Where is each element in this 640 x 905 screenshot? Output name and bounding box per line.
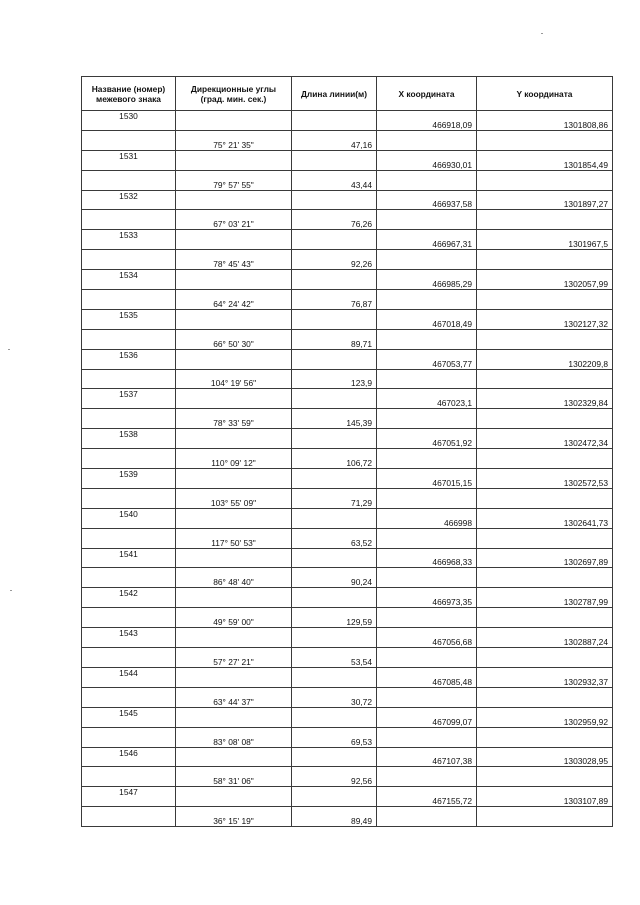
marker-name-cell: 1534 — [82, 270, 176, 290]
direction-angle-cell: 117° 50' 53" — [176, 528, 292, 548]
empty-cell — [377, 329, 477, 349]
line-length-cell: 63,52 — [292, 528, 377, 548]
x-coordinate-cell: 467085,48 — [377, 667, 477, 687]
empty-cell — [292, 389, 377, 409]
table-row — [82, 230, 613, 250]
line-length-cell: 123,9 — [292, 369, 377, 389]
empty-cell — [377, 170, 477, 190]
direction-angle-cell: 58° 31' 06" — [176, 767, 292, 787]
table-row — [82, 747, 613, 767]
empty-cell — [377, 568, 477, 588]
line-length-cell: 92,56 — [292, 767, 377, 787]
empty-cell — [82, 250, 176, 270]
direction-angle-cell: 57° 27' 21" — [176, 648, 292, 668]
table-row — [82, 210, 613, 230]
marker-name-cell: 1543 — [82, 628, 176, 648]
table-row — [82, 588, 613, 608]
empty-cell — [292, 309, 377, 329]
line-length-cell: 89,49 — [292, 807, 377, 827]
empty-cell — [292, 111, 377, 131]
y-coordinate-cell: 1303107,89 — [477, 787, 613, 807]
x-coordinate-cell: 467056,68 — [377, 628, 477, 648]
table-row — [82, 250, 613, 270]
empty-cell — [176, 270, 292, 290]
empty-cell — [292, 150, 377, 170]
direction-angle-cell: 110° 09' 12" — [176, 449, 292, 469]
empty-cell — [477, 130, 613, 150]
line-length-cell: 89,71 — [292, 329, 377, 349]
direction-angle-cell: 78° 45' 43" — [176, 250, 292, 270]
empty-cell — [377, 250, 477, 270]
marker-name-cell: 1537 — [82, 389, 176, 409]
empty-cell — [176, 548, 292, 568]
y-coordinate-cell: 1302209,8 — [477, 349, 613, 369]
y-coordinate-cell: 1302959,92 — [477, 707, 613, 727]
table-row — [82, 488, 613, 508]
direction-angle-cell: 103° 55' 09" — [176, 488, 292, 508]
empty-cell — [292, 628, 377, 648]
line-length-cell: 92,26 — [292, 250, 377, 270]
empty-cell — [477, 807, 613, 827]
direction-angle-cell: 66° 50' 30" — [176, 329, 292, 349]
empty-cell — [377, 369, 477, 389]
empty-cell — [82, 130, 176, 150]
header-x-coordinate: X координата — [377, 77, 477, 111]
empty-cell — [82, 210, 176, 230]
empty-cell — [377, 130, 477, 150]
empty-cell — [82, 608, 176, 628]
empty-cell — [292, 548, 377, 568]
table-row — [82, 369, 613, 389]
empty-cell — [176, 667, 292, 687]
empty-cell — [477, 687, 613, 707]
table-row — [82, 707, 613, 727]
direction-angle-cell: 104° 19' 56" — [176, 369, 292, 389]
table-row — [82, 409, 613, 429]
empty-cell — [477, 488, 613, 508]
line-length-cell: 71,29 — [292, 488, 377, 508]
direction-angle-cell: 49° 59' 00" — [176, 608, 292, 628]
y-coordinate-cell: 1301854,49 — [477, 150, 613, 170]
x-coordinate-cell: 467155,72 — [377, 787, 477, 807]
empty-cell — [292, 667, 377, 687]
y-coordinate-cell: 1302127,32 — [477, 309, 613, 329]
y-coordinate-cell: 1301897,27 — [477, 190, 613, 210]
line-length-cell: 90,24 — [292, 568, 377, 588]
marker-name-cell: 1540 — [82, 508, 176, 528]
x-coordinate-cell: 467023,1 — [377, 389, 477, 409]
empty-cell — [176, 230, 292, 250]
empty-cell — [377, 210, 477, 230]
line-length-cell: 76,87 — [292, 290, 377, 310]
empty-cell — [176, 508, 292, 528]
empty-cell — [82, 329, 176, 349]
empty-cell — [477, 369, 613, 389]
x-coordinate-cell: 466998 — [377, 508, 477, 528]
line-length-cell: 145,39 — [292, 409, 377, 429]
empty-cell — [82, 648, 176, 668]
line-length-cell: 106,72 — [292, 449, 377, 469]
marker-name-cell: 1541 — [82, 548, 176, 568]
x-coordinate-cell: 467015,15 — [377, 469, 477, 489]
line-length-cell: 47,16 — [292, 130, 377, 150]
table-row — [82, 687, 613, 707]
marker-name-cell: 1546 — [82, 747, 176, 767]
table-row — [82, 787, 613, 807]
empty-cell — [176, 707, 292, 727]
table-row — [82, 349, 613, 369]
marker-name-cell: 1535 — [82, 309, 176, 329]
table-row — [82, 608, 613, 628]
direction-angle-cell: 75° 21' 35" — [176, 130, 292, 150]
empty-cell — [292, 588, 377, 608]
empty-cell — [292, 190, 377, 210]
marker-name-cell: 1538 — [82, 429, 176, 449]
empty-cell — [82, 170, 176, 190]
empty-cell — [377, 687, 477, 707]
empty-cell — [176, 469, 292, 489]
direction-angle-cell: 86° 48' 40" — [176, 568, 292, 588]
empty-cell — [176, 389, 292, 409]
empty-cell — [176, 190, 292, 210]
empty-cell — [477, 170, 613, 190]
empty-cell — [477, 329, 613, 349]
y-coordinate-cell: 1302641,73 — [477, 508, 613, 528]
table-row — [82, 528, 613, 548]
table-row — [82, 508, 613, 528]
table-row — [82, 309, 613, 329]
empty-cell — [377, 807, 477, 827]
table-body — [82, 111, 613, 827]
empty-cell — [292, 270, 377, 290]
empty-cell — [377, 608, 477, 628]
x-coordinate-cell: 467107,38 — [377, 747, 477, 767]
marker-name-cell: 1544 — [82, 667, 176, 687]
x-coordinate-cell: 466937,58 — [377, 190, 477, 210]
table-row — [82, 389, 613, 409]
scan-speck — [8, 349, 10, 350]
empty-cell — [82, 807, 176, 827]
header-line-length: Длина линии(м) — [292, 77, 377, 111]
x-coordinate-cell: 466918,09 — [377, 111, 477, 131]
table-row — [82, 111, 613, 131]
empty-cell — [377, 488, 477, 508]
table-row — [82, 469, 613, 489]
x-coordinate-cell: 466973,35 — [377, 588, 477, 608]
empty-cell — [292, 429, 377, 449]
line-length-cell: 53,54 — [292, 648, 377, 668]
empty-cell — [477, 727, 613, 747]
marker-name-cell: 1536 — [82, 349, 176, 369]
y-coordinate-cell: 1302057,99 — [477, 270, 613, 290]
empty-cell — [82, 528, 176, 548]
empty-cell — [176, 429, 292, 449]
marker-name-cell: 1530 — [82, 111, 176, 131]
table-row — [82, 449, 613, 469]
line-length-cell: 30,72 — [292, 687, 377, 707]
x-coordinate-cell: 467099,07 — [377, 707, 477, 727]
empty-cell — [176, 628, 292, 648]
x-coordinate-cell: 466985,29 — [377, 270, 477, 290]
table-row — [82, 648, 613, 668]
empty-cell — [377, 648, 477, 668]
empty-cell — [477, 767, 613, 787]
table-row — [82, 130, 613, 150]
empty-cell — [477, 608, 613, 628]
marker-name-cell: 1532 — [82, 190, 176, 210]
direction-angle-cell: 83° 08' 08" — [176, 727, 292, 747]
direction-angle-cell: 64° 24' 42" — [176, 290, 292, 310]
marker-name-cell: 1547 — [82, 787, 176, 807]
line-length-cell: 129,59 — [292, 608, 377, 628]
empty-cell — [292, 787, 377, 807]
empty-cell — [377, 767, 477, 787]
table-row — [82, 568, 613, 588]
empty-cell — [176, 150, 292, 170]
table-row — [82, 290, 613, 310]
header-y-coordinate: Y координата — [477, 77, 613, 111]
empty-cell — [477, 648, 613, 668]
empty-cell — [176, 787, 292, 807]
y-coordinate-cell: 1301967,5 — [477, 230, 613, 250]
header-marker-name: Название (номер) межевого знака — [82, 77, 176, 111]
empty-cell — [176, 349, 292, 369]
y-coordinate-cell: 1302787,99 — [477, 588, 613, 608]
empty-cell — [477, 210, 613, 230]
scan-speck — [541, 33, 543, 34]
table-row — [82, 170, 613, 190]
boundary-coordinates-table — [81, 76, 613, 827]
x-coordinate-cell: 467018,49 — [377, 309, 477, 329]
x-coordinate-cell: 467053,77 — [377, 349, 477, 369]
table-row — [82, 767, 613, 787]
empty-cell — [292, 707, 377, 727]
empty-cell — [377, 290, 477, 310]
line-length-cell: 43,44 — [292, 170, 377, 190]
table-row — [82, 727, 613, 747]
empty-cell — [377, 727, 477, 747]
table-row — [82, 807, 613, 827]
table-row — [82, 329, 613, 349]
table-header-row — [82, 77, 613, 111]
empty-cell — [176, 111, 292, 131]
empty-cell — [477, 568, 613, 588]
x-coordinate-cell: 466968,33 — [377, 548, 477, 568]
table-row — [82, 150, 613, 170]
table-row — [82, 667, 613, 687]
direction-angle-cell: 79° 57' 55" — [176, 170, 292, 190]
direction-angle-cell: 78° 33' 59" — [176, 409, 292, 429]
y-coordinate-cell: 1302329,84 — [477, 389, 613, 409]
empty-cell — [82, 409, 176, 429]
empty-cell — [377, 528, 477, 548]
x-coordinate-cell: 466930,01 — [377, 150, 477, 170]
marker-name-cell: 1533 — [82, 230, 176, 250]
y-coordinate-cell: 1302572,53 — [477, 469, 613, 489]
empty-cell — [377, 409, 477, 429]
table-row — [82, 190, 613, 210]
line-length-cell: 76,26 — [292, 210, 377, 230]
empty-cell — [82, 488, 176, 508]
empty-cell — [176, 588, 292, 608]
marker-name-cell: 1545 — [82, 707, 176, 727]
empty-cell — [292, 508, 377, 528]
table-row — [82, 429, 613, 449]
empty-cell — [82, 369, 176, 389]
empty-cell — [477, 250, 613, 270]
y-coordinate-cell: 1302697,89 — [477, 548, 613, 568]
empty-cell — [292, 747, 377, 767]
y-coordinate-cell: 1302887,24 — [477, 628, 613, 648]
table-row — [82, 548, 613, 568]
y-coordinate-cell: 1302472,34 — [477, 429, 613, 449]
table-row — [82, 628, 613, 648]
empty-cell — [292, 230, 377, 250]
empty-cell — [82, 290, 176, 310]
empty-cell — [377, 449, 477, 469]
empty-cell — [477, 528, 613, 548]
empty-cell — [176, 309, 292, 329]
y-coordinate-cell: 1302932,37 — [477, 667, 613, 687]
empty-cell — [477, 449, 613, 469]
empty-cell — [82, 449, 176, 469]
marker-name-cell: 1542 — [82, 588, 176, 608]
empty-cell — [292, 469, 377, 489]
line-length-cell: 69,53 — [292, 727, 377, 747]
direction-angle-cell: 36° 15' 19" — [176, 807, 292, 827]
empty-cell — [477, 409, 613, 429]
empty-cell — [82, 767, 176, 787]
empty-cell — [82, 727, 176, 747]
scan-speck — [10, 590, 12, 591]
y-coordinate-cell: 1303028,95 — [477, 747, 613, 767]
header-direction-angle: Дирекционные углы (град. мин. сек.) — [176, 77, 292, 111]
empty-cell — [176, 747, 292, 767]
table-row — [82, 270, 613, 290]
x-coordinate-cell: 466967,31 — [377, 230, 477, 250]
direction-angle-cell: 67° 03' 21" — [176, 210, 292, 230]
direction-angle-cell: 63° 44' 37" — [176, 687, 292, 707]
marker-name-cell: 1531 — [82, 150, 176, 170]
x-coordinate-cell: 467051,92 — [377, 429, 477, 449]
empty-cell — [82, 687, 176, 707]
empty-cell — [477, 290, 613, 310]
empty-cell — [82, 568, 176, 588]
y-coordinate-cell: 1301808,86 — [477, 111, 613, 131]
empty-cell — [292, 349, 377, 369]
marker-name-cell: 1539 — [82, 469, 176, 489]
